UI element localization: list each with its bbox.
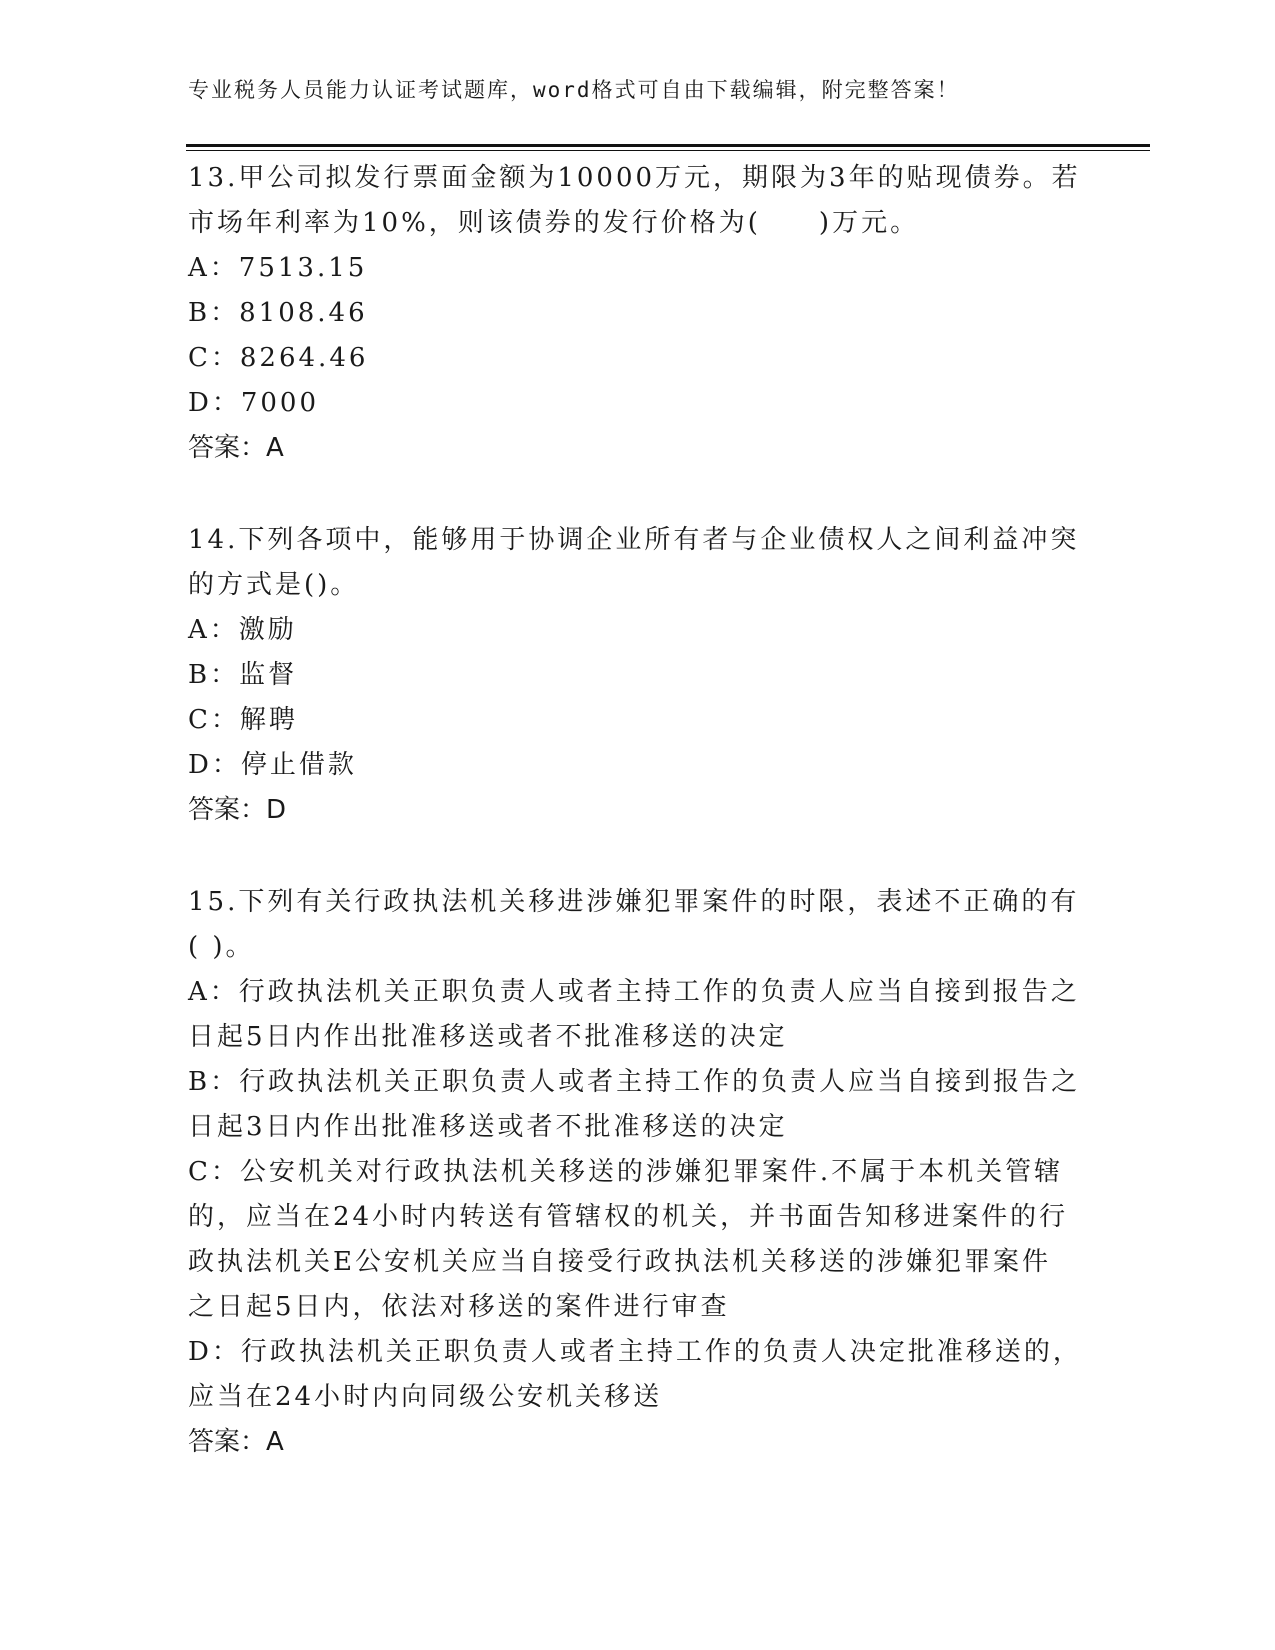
- page-header: 专业税务人员能力认证考试题库，word格式可自由下载编辑，附完整答案！: [188, 78, 960, 102]
- question-stem-line: 的方式是()。: [188, 570, 360, 600]
- question-15: [188, 880, 1083, 1465]
- option-c-line: C：公安机关对行政执法机关移送的涉嫌犯罪案件.不属于本机关管辖: [188, 1157, 1064, 1187]
- option-a-line: A：行政执法机关正职负责人或者主持工作的负责人应当自接到报告之: [188, 977, 1080, 1007]
- question-stem-line: 14.下列各项中，能够用于协调企业所有者与企业债权人之间利益冲突: [188, 525, 1080, 555]
- option-a: A：7513.15: [188, 253, 368, 283]
- question-spacer: [188, 833, 1083, 880]
- option-b-line: 日起3日内作出批准移送或者不批准移送的决定: [188, 1112, 788, 1142]
- option-d: D：停止借款: [188, 750, 357, 780]
- answer-label: 答案：A: [188, 433, 284, 463]
- answer-label: 答案：A: [188, 1427, 284, 1457]
- question-stem-line: 13.甲公司拟发行票面金额为10000万元，期限为3年的贴现债券。若: [188, 163, 1081, 193]
- option-c-line: 政执法机关E公安机关应当自接受行政执法机关移送的涉嫌犯罪案件: [188, 1247, 1051, 1277]
- question-list: [188, 156, 1083, 1465]
- option-d: D：7000: [188, 388, 320, 418]
- option-b-line: B：行政执法机关正职负责人或者主持工作的负责人应当自接到报告之: [188, 1067, 1081, 1097]
- option-c: C：解聘: [188, 705, 298, 735]
- option-d-line: D：行政执法机关正职负责人或者主持工作的负责人决定批准移送的，: [188, 1337, 1082, 1367]
- question-stem-line: 市场年利率为10%，则该债券的发行价格为( )万元。: [188, 208, 920, 238]
- option-d-line: 应当在24小时内向同级公安机关移送: [188, 1382, 663, 1412]
- option-c-line: 的，应当在24小时内转送有管辖权的机关，并书面告知移进案件的行: [188, 1202, 1069, 1232]
- option-a-line: 日起5日内作出批准移送或者不批准移送的决定: [188, 1022, 788, 1052]
- option-b: B：8108.46: [188, 298, 368, 328]
- header-rule-thick: [186, 144, 1150, 147]
- question-14: [188, 518, 1083, 833]
- option-c-line: 之日起5日内，依法对移送的案件进行审查: [188, 1292, 730, 1322]
- option-b: B：监督: [188, 660, 298, 690]
- question-spacer: [188, 471, 1083, 518]
- option-a: A：激励: [188, 615, 297, 645]
- header-rule-thin: [186, 150, 1150, 151]
- question-stem-line: 15.下列有关行政执法机关移进涉嫌犯罪案件的时限，表述不正确的有: [188, 887, 1080, 917]
- answer-label: 答案：D: [188, 795, 287, 825]
- question-13: [188, 156, 1083, 471]
- question-stem-line: ( )。: [188, 932, 255, 962]
- option-c: C：8264.46: [188, 343, 369, 373]
